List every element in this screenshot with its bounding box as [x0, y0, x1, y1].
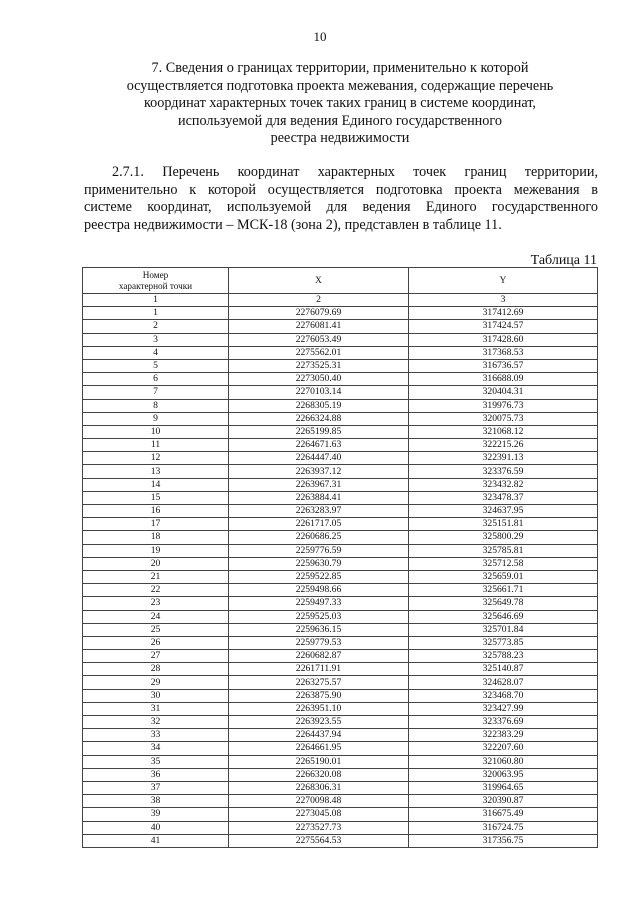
y-cell: 320404.31 — [409, 386, 598, 399]
table-row — [83, 623, 598, 636]
x-cell: 2263283.97 — [229, 505, 409, 518]
table-row — [83, 478, 598, 491]
table-row — [83, 781, 598, 794]
point-number-cell: 3 — [83, 333, 229, 346]
table-row — [83, 505, 598, 518]
point-number-cell: 26 — [83, 636, 229, 649]
x-cell: 2273050.40 — [229, 373, 409, 386]
x-cell: 2273045.08 — [229, 808, 409, 821]
point-number-cell: 38 — [83, 795, 229, 808]
table-row — [83, 636, 598, 649]
y-cell: 325151.81 — [409, 518, 598, 531]
x-cell: 2259776.59 — [229, 544, 409, 557]
point-number-cell: 37 — [83, 781, 229, 794]
x-cell: 2264671.63 — [229, 439, 409, 452]
y-cell: 323432.82 — [409, 478, 598, 491]
y-cell: 323478.37 — [409, 491, 598, 504]
table-row — [83, 346, 598, 359]
point-number-cell: 14 — [83, 478, 229, 491]
table-row — [83, 742, 598, 755]
y-cell: 323376.59 — [409, 465, 598, 478]
table-row — [83, 359, 598, 372]
paragraph-line: реестра недвижимости – МСК-18 (зона 2), представлен в таблице 11. — [84, 216, 502, 233]
point-number-cell: 17 — [83, 518, 229, 531]
y-cell: 323376.69 — [409, 716, 598, 729]
y-cell: 316724.75 — [409, 821, 598, 834]
header-line: Номер — [142, 269, 169, 280]
x-cell: 2268305.19 — [229, 399, 409, 412]
point-number-cell: 27 — [83, 650, 229, 663]
y-cell: 321060.80 — [409, 755, 598, 768]
header-x: X — [229, 268, 409, 294]
point-number-cell: 15 — [83, 491, 229, 504]
x-cell: 2276079.69 — [229, 307, 409, 320]
section-title-line: координат характерных точек таких границ в системе координат, — [144, 95, 536, 112]
x-cell: 2259779.53 — [229, 636, 409, 649]
table-row — [83, 557, 598, 570]
x-cell: 2259636.15 — [229, 623, 409, 636]
table-row — [83, 333, 598, 346]
y-cell: 325712.58 — [409, 557, 598, 570]
x-cell: 2266320.08 — [229, 768, 409, 781]
y-cell: 325646.69 — [409, 610, 598, 623]
point-number-cell: 29 — [83, 676, 229, 689]
table-body — [83, 307, 598, 848]
y-cell: 322215.26 — [409, 439, 598, 452]
y-cell: 325773.85 — [409, 636, 598, 649]
x-cell: 2264661.95 — [229, 742, 409, 755]
x-cell: 2270098.48 — [229, 795, 409, 808]
point-number-cell: 1 — [83, 307, 229, 320]
table-row — [83, 465, 598, 478]
point-number-cell: 2 — [83, 320, 229, 333]
table-row — [83, 518, 598, 531]
section-title-line: используемой для ведения Единого государственного — [178, 112, 502, 129]
section-title — [90, 60, 590, 148]
point-number-cell: 35 — [83, 755, 229, 768]
point-number-cell: 8 — [83, 399, 229, 412]
y-cell: 322207.60 — [409, 742, 598, 755]
paragraph-line: 2.7.1. Перечень координат характерных точек границ территории, — [112, 164, 598, 180]
x-cell: 2275562.01 — [229, 346, 409, 359]
x-cell: 2270103.14 — [229, 386, 409, 399]
table-row — [83, 439, 598, 452]
point-number-cell: 22 — [83, 584, 229, 597]
point-number-cell: 5 — [83, 359, 229, 372]
table-row — [83, 584, 598, 597]
y-cell: 317368.53 — [409, 346, 598, 359]
y-cell: 317424.57 — [409, 320, 598, 333]
coordinates-table — [82, 267, 598, 848]
section-title-line: реестра недвижимости — [270, 130, 410, 147]
table-row — [83, 307, 598, 320]
point-number-cell: 19 — [83, 544, 229, 557]
y-cell: 317356.75 — [409, 834, 598, 847]
x-cell: 2263937.12 — [229, 465, 409, 478]
table-row — [83, 676, 598, 689]
table-row — [83, 729, 598, 742]
y-cell: 324637.95 — [409, 505, 598, 518]
x-cell: 2259498.66 — [229, 584, 409, 597]
point-number-cell: 31 — [83, 702, 229, 715]
table-header-row — [83, 268, 598, 294]
point-number-cell: 33 — [83, 729, 229, 742]
section-title-line: 7. Сведения о границах территории, применительно к которой — [151, 60, 529, 76]
header-line: характерной точки — [118, 280, 193, 291]
x-cell: 2259630.79 — [229, 557, 409, 570]
section-title-line: осуществляется подготовка проекта межевания, содержащие перечень — [126, 77, 554, 94]
y-cell: 320390.87 — [409, 795, 598, 808]
x-cell: 2265199.85 — [229, 425, 409, 438]
header-point-number — [83, 268, 229, 294]
x-cell: 2259497.33 — [229, 597, 409, 610]
x-cell: 2263951.10 — [229, 702, 409, 715]
table-row — [83, 491, 598, 504]
table-row — [83, 821, 598, 834]
column-number: 2 — [229, 294, 409, 307]
y-cell: 320075.73 — [409, 412, 598, 425]
point-number-cell: 32 — [83, 716, 229, 729]
point-number-cell: 6 — [83, 373, 229, 386]
y-cell: 325659.01 — [409, 570, 598, 583]
table-row — [83, 373, 598, 386]
table-row — [83, 610, 598, 623]
point-number-cell: 23 — [83, 597, 229, 610]
table-row — [83, 544, 598, 557]
point-number-cell: 21 — [83, 570, 229, 583]
table-row — [83, 597, 598, 610]
x-cell: 2268306.31 — [229, 781, 409, 794]
table-row — [83, 412, 598, 425]
y-cell: 325800.29 — [409, 531, 598, 544]
header-y: Y — [409, 268, 598, 294]
point-number-cell: 28 — [83, 663, 229, 676]
y-cell: 325788.23 — [409, 650, 598, 663]
point-number-cell: 20 — [83, 557, 229, 570]
table-row — [83, 834, 598, 847]
table-row — [83, 570, 598, 583]
x-cell: 2263884.41 — [229, 491, 409, 504]
x-cell: 2273527.73 — [229, 821, 409, 834]
point-number-cell: 4 — [83, 346, 229, 359]
x-cell: 2265190.01 — [229, 755, 409, 768]
y-cell: 320063.95 — [409, 768, 598, 781]
y-cell: 317412.69 — [409, 307, 598, 320]
point-number-cell: 13 — [83, 465, 229, 478]
y-cell: 321068.12 — [409, 425, 598, 438]
x-cell: 2263275.57 — [229, 676, 409, 689]
point-number-cell: 40 — [83, 821, 229, 834]
y-cell: 325140.87 — [409, 663, 598, 676]
column-number: 1 — [83, 294, 229, 307]
point-number-cell: 36 — [83, 768, 229, 781]
table-row — [83, 795, 598, 808]
y-cell: 317428.60 — [409, 333, 598, 346]
table-row — [83, 320, 598, 333]
point-number-cell: 39 — [83, 808, 229, 821]
x-cell: 2259522.85 — [229, 570, 409, 583]
x-cell: 2263967.31 — [229, 478, 409, 491]
point-number-cell: 9 — [83, 412, 229, 425]
y-cell: 316688.09 — [409, 373, 598, 386]
column-number-row — [83, 294, 598, 307]
point-number-cell: 41 — [83, 834, 229, 847]
table-row — [83, 689, 598, 702]
point-number-cell: 34 — [83, 742, 229, 755]
column-number: 3 — [409, 294, 598, 307]
x-cell: 2263875.90 — [229, 689, 409, 702]
table-caption: Таблица 11 — [530, 253, 597, 268]
y-cell: 324628.07 — [409, 676, 598, 689]
y-cell: 322383.29 — [409, 729, 598, 742]
y-cell: 319976.73 — [409, 399, 598, 412]
x-cell: 2276081.41 — [229, 320, 409, 333]
x-cell: 2266324.88 — [229, 412, 409, 425]
point-number-cell: 16 — [83, 505, 229, 518]
y-cell: 316675.49 — [409, 808, 598, 821]
y-cell: 325661.71 — [409, 584, 598, 597]
table-row — [83, 755, 598, 768]
x-cell: 2275564.53 — [229, 834, 409, 847]
y-cell: 322391.13 — [409, 452, 598, 465]
page-number: 10 — [313, 29, 327, 44]
y-cell: 319964.65 — [409, 781, 598, 794]
table-row — [83, 702, 598, 715]
y-cell: 325649.78 — [409, 597, 598, 610]
table-row — [83, 425, 598, 438]
point-number-cell: 11 — [83, 439, 229, 452]
point-number-cell: 18 — [83, 531, 229, 544]
point-number-cell: 24 — [83, 610, 229, 623]
table-row — [83, 716, 598, 729]
x-cell: 2264437.94 — [229, 729, 409, 742]
point-number-cell: 7 — [83, 386, 229, 399]
y-cell: 323427.99 — [409, 702, 598, 715]
x-cell: 2273525.31 — [229, 359, 409, 372]
y-cell: 325785.81 — [409, 544, 598, 557]
x-cell: 2261711.91 — [229, 663, 409, 676]
point-number-cell: 12 — [83, 452, 229, 465]
paragraph-line: системе координат, используемой для ведения Единого государственного — [84, 199, 598, 216]
y-cell: 323468.70 — [409, 689, 598, 702]
point-number-cell: 30 — [83, 689, 229, 702]
table-row — [83, 808, 598, 821]
y-cell: 316736.57 — [409, 359, 598, 372]
paragraph-line: применительно к которой осуществляется подготовка проекта межевания в — [84, 181, 598, 198]
point-number-cell: 25 — [83, 623, 229, 636]
y-cell: 325701.84 — [409, 623, 598, 636]
x-cell: 2261717.05 — [229, 518, 409, 531]
table-row — [83, 663, 598, 676]
table-row — [83, 452, 598, 465]
table-row — [83, 399, 598, 412]
table-row — [83, 650, 598, 663]
table-row — [83, 386, 598, 399]
table-row — [83, 768, 598, 781]
point-number-cell: 10 — [83, 425, 229, 438]
x-cell: 2276053.49 — [229, 333, 409, 346]
x-cell: 2264447.40 — [229, 452, 409, 465]
x-cell: 2263923.55 — [229, 716, 409, 729]
x-cell: 2260682.87 — [229, 650, 409, 663]
table-row — [83, 531, 598, 544]
x-cell: 2259525.03 — [229, 610, 409, 623]
intro-paragraph — [84, 164, 598, 234]
x-cell: 2260686.25 — [229, 531, 409, 544]
